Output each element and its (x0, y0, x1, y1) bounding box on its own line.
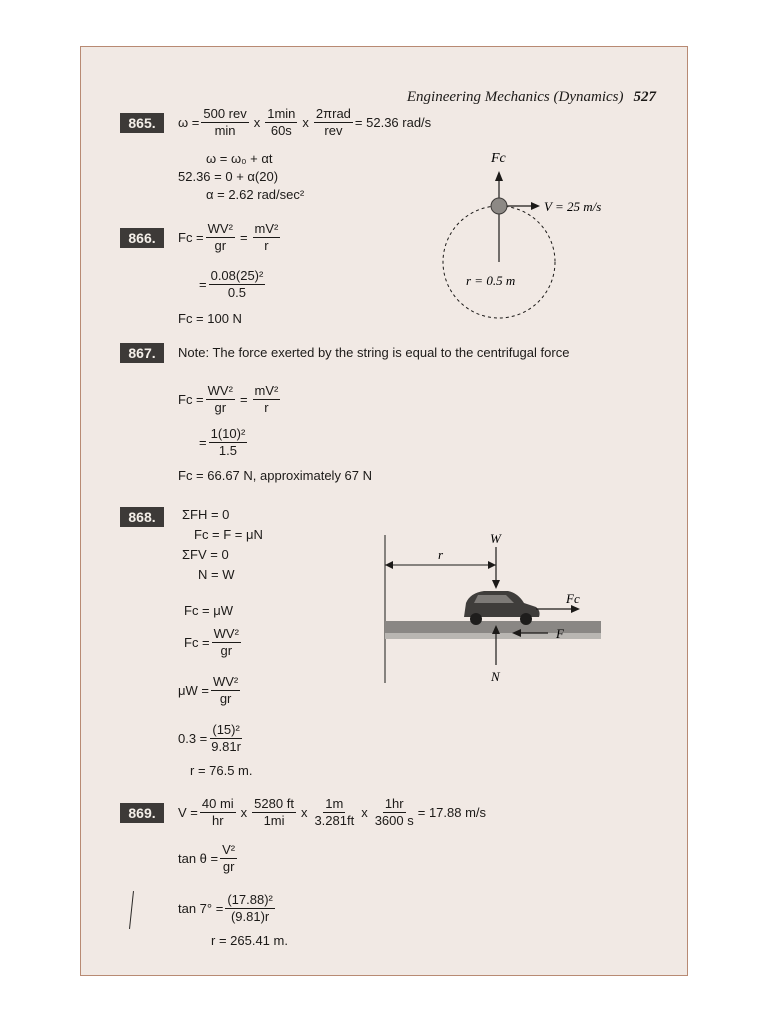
p869-fraction-ft-per-mi: $\frac{5280 ft}{1mi}$ (254, 796, 294, 828)
problem-number-868: 868. (120, 507, 164, 527)
p866-result: Fc = 100 N (178, 311, 242, 326)
textbook-page (80, 46, 688, 976)
p869-fraction-hr-per-s: $\frac{1hr}{3600 s}$ (374, 796, 414, 828)
p865-fraction-rev-per-min: $\frac{\text{500 rev}}{\min}$ (203, 106, 247, 138)
page-header (407, 89, 656, 106)
velocity-arrow-head (531, 202, 540, 210)
p868-normal-label: N (491, 669, 500, 684)
page-number: 527 (633, 89, 656, 105)
problem-number-865: 865. (120, 113, 164, 133)
problem-number-866: 866. (120, 228, 164, 248)
p868-friction-equation: Fc = F = μN (194, 527, 263, 542)
p868-fc-mu-w: Fc = μW (184, 603, 234, 618)
p867-fraction-values: $\frac{\text{1(10)²}}{1.5}$ (210, 426, 246, 458)
p868-mu-w-formula: μW = $\frac{\text{WV²}}{gr}$ (178, 674, 239, 706)
fc-arrow-head (495, 171, 503, 181)
p866-velocity-label: V = 25 m/s (544, 199, 602, 214)
p868-fc-formula: Fc = $\frac{\text{WV²}}{gr}$ (184, 626, 239, 658)
p868-fraction-values: $\frac{\text{(15)²}}{9.81r}$ (211, 722, 241, 754)
p868-fc-label: Fc (566, 591, 580, 606)
p865-alpha-result: α = 2.62 rad/sec² (206, 187, 305, 202)
p866-fraction-values: $\frac{\text{0.08(25)²}}{0.5}$ (210, 268, 264, 300)
car-icon (464, 591, 540, 625)
p865-substitution: 52.36 = 0 + α(20) (178, 169, 279, 184)
p869-velocity-conversion: V = $\frac{40 mi}{hr}$ x $\frac{5280 ft}{1mi}$ x $\frac{1m}{3.281ft}$ x $\frac{1hr}{3600 s}$ = 17.88 m/s (178, 796, 487, 828)
p865-omega-result: = 52.36 rad/s (354, 115, 432, 130)
p865-kinematic-equation: ω = ω₀ + αt (206, 151, 273, 166)
weight-arrow-head (492, 580, 500, 589)
p865-fraction-min-per-sec: $\frac{1\min}{60s}$ (267, 106, 296, 138)
p869-fraction-m-per-ft: $\frac{1m}{3.281ft}$ (314, 796, 355, 828)
p868-fraction-wv2-gr-2: $\frac{\text{WV²}}{gr}$ (212, 674, 239, 706)
p868-sum-vertical: ΣFV = 0 (182, 547, 229, 562)
p866-fc-label: Fc (491, 151, 506, 166)
radius-arrow-right (488, 561, 496, 569)
p867-note: Note: The force exerted by the string is equal to the centrifugal force (178, 345, 570, 360)
p868-radius-label: r (438, 547, 444, 562)
p867-fraction-wv2-gr: $\frac{\text{WV²}}{gr}$ (207, 383, 233, 415)
mass-ball (491, 198, 507, 214)
p869-fraction-v2-gr: $\frac{\text{V²}}{gr}$ (222, 842, 236, 874)
p866-fraction-wv2-gr: $\frac{\text{WV²}}{gr}$ (207, 221, 233, 253)
p868-sum-horizontal: ΣFH = 0 (182, 507, 230, 522)
margin-pencil-mark (129, 891, 134, 929)
p866-circular-motion-figure (436, 147, 636, 332)
fc-arrow-head (571, 605, 580, 613)
p869-fraction-values: $\frac{\text{(17.88)²}}{(9.81)r}$ (227, 892, 273, 924)
radius-arrow-left (385, 561, 393, 569)
p866-substitution: = $\frac{\text{0.08(25)²}}{0.5}$ (199, 268, 264, 300)
p868-normal-equation: N = W (198, 567, 235, 582)
road-surface (385, 621, 601, 633)
p868-substitution: 0.3 = $\frac{\text{(15)²}}{9.81r}$ (178, 722, 241, 754)
problem-number-867: 867. (120, 343, 164, 363)
header-title: Engineering Mechanics (Dynamics) (406, 89, 624, 105)
problem-number-869: 869. (120, 803, 164, 823)
p869-fraction-mi-per-hr: $\frac{40 mi}{hr}$ (201, 796, 234, 828)
p867-substitution: = $\frac{\text{1(10)²}}{1.5}$ (199, 426, 246, 458)
p865-omega-symbol: ω = (178, 115, 200, 130)
p865-fraction-rad-per-rev: $\frac{\text{2πrad}}{\text{rev}}$ (315, 106, 351, 138)
p867-result: Fc = 66.67 N, approximately 67 N (178, 468, 373, 483)
p868-weight-label: W (490, 531, 501, 546)
p868-fraction-wv2-gr: $\frac{\text{WV²}}{gr}$ (213, 626, 239, 658)
p867-centripetal-formula: Fc = $\frac{\text{WV²}}{gr}$ = $\frac{\text{mV²}}{r}$ (178, 383, 279, 415)
p869-substitution: tan 7° = $\frac{\text{(17.88)²}}{(9.81)r}$ (178, 892, 273, 924)
p865-omega-conversion: ω = $\frac{\text{500 rev}}{\min}$ x $\frac{1\min}{60s}$ x $\frac{\text{2πrad}}{\text{rev}}$ = 52.36 rad/s (178, 106, 432, 138)
p868-result: r = 76.5 m. (190, 763, 253, 778)
p866-radius-label: r = 0.5 m (466, 273, 516, 288)
p869-result: r = 265.41 m. (211, 933, 288, 948)
p866-centripetal-formula: Fc = $\frac{\text{WV²}}{gr}$ = $\frac{\text{mV²}}{r}$ (178, 221, 279, 253)
p869-velocity-result: = 17.88 m/s (417, 805, 487, 820)
p868-car-on-curve-figure (376, 523, 616, 693)
p869-banking-formula: tan θ = $\frac{\text{V²}}{gr}$ (178, 842, 236, 874)
p866-fraction-mv2-r: $\frac{\text{mV²}}{r}$ (254, 221, 279, 253)
p868-friction-label: F (556, 626, 564, 641)
p867-fraction-mv2-r: $\frac{\text{mV²}}{r}$ (254, 383, 279, 415)
